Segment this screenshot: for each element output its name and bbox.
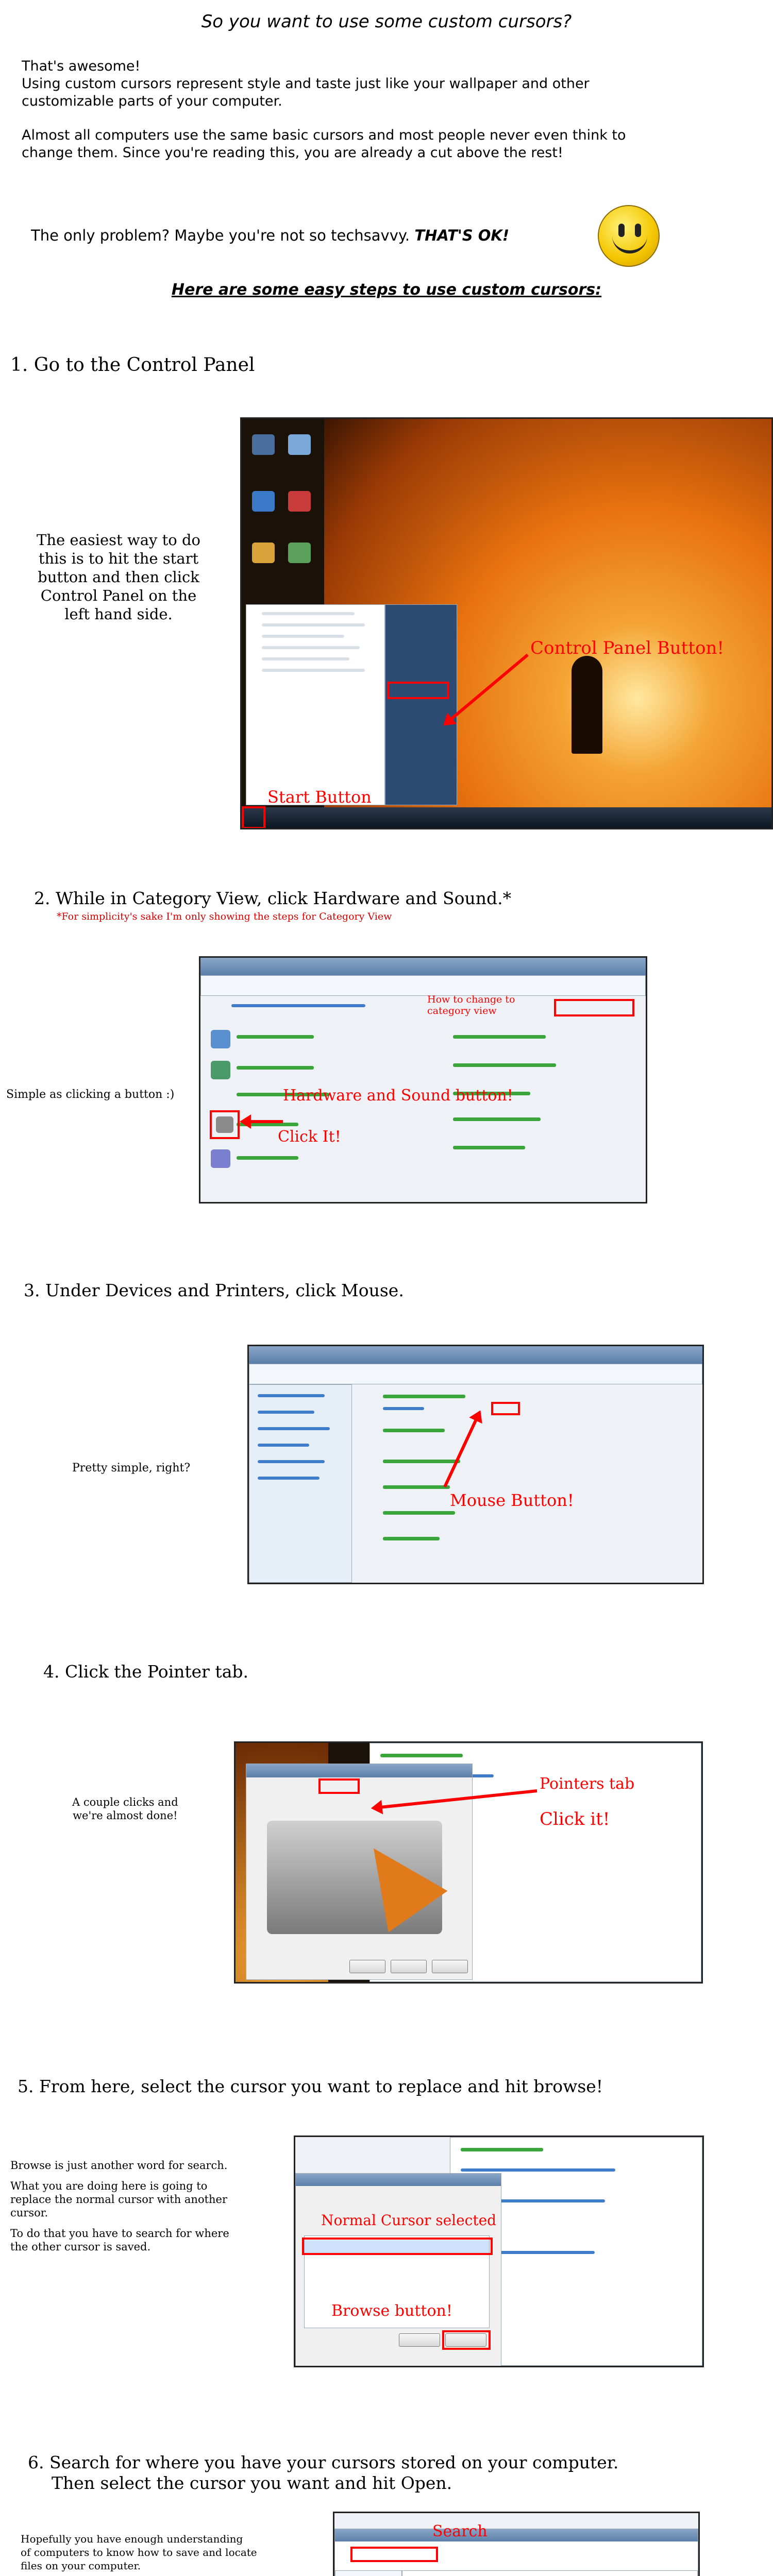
- callout-click-it: Click It!: [278, 1128, 341, 1146]
- address-bar: [249, 1364, 702, 1384]
- file-list[interactable]: [402, 2570, 698, 2576]
- window-titlebar: [200, 958, 646, 975]
- start-menu-right: [385, 604, 457, 805]
- screenshot-browse: [294, 2136, 704, 2367]
- callout-search: Search: [432, 2522, 488, 2540]
- step-side-text: Browse is just another word for search. What you are doing here is going to replace the normal cursor with another cursor. To do that you have to search for where the other cursor is saved.: [10, 2159, 229, 2253]
- taskbar: [242, 807, 771, 828]
- intro-line: That's awesome!: [22, 58, 141, 74]
- steps-heading: Here are some easy steps to use custom cursors:: [171, 281, 602, 299]
- search-box-highlight[interactable]: [350, 2547, 438, 2562]
- network-icon[interactable]: [211, 1061, 230, 1079]
- system-security-icon[interactable]: [211, 1030, 230, 1048]
- desktop-icon[interactable]: [288, 543, 311, 563]
- step-heading: 4. Click the Pointer tab.: [43, 1662, 248, 1682]
- control-panel-highlight: [387, 682, 449, 699]
- intro-line: Using custom cursors represent style and taste just like your wallpaper and other: [22, 76, 590, 92]
- problem-question: The only problem? Maybe you're not so techsavvy.: [31, 227, 415, 244]
- step-heading: 6. Search for where you have your cursors stored on your computer.: [28, 2452, 619, 2472]
- intro-line: customizable parts of your computer.: [22, 93, 282, 109]
- hardware-sound-icon[interactable]: [216, 1116, 233, 1133]
- open-dialog: [334, 2529, 698, 2576]
- use-default-button[interactable]: [399, 2333, 440, 2347]
- callout-browse: Browse button!: [331, 2302, 452, 2320]
- address-bar: [200, 975, 646, 996]
- recycle-bin-icon[interactable]: [288, 434, 311, 455]
- problem-emphasis: THAT'S OK!: [414, 227, 510, 244]
- step-side-text: The easiest way to do this is to hit the start button and then click Control Panel on the left hand side.: [37, 531, 200, 623]
- callout-hardware-sound: Hardware and Sound button!: [283, 1087, 513, 1105]
- dialog-titlebar: [246, 1764, 472, 1777]
- mouse-properties-dialog: [246, 1764, 473, 1980]
- desktop-icon[interactable]: [252, 491, 275, 512]
- pointers-tab-highlight[interactable]: [318, 1778, 360, 1794]
- step-side-text: Hopefully you have enough understanding of computers to know how to save and locate files on your computer.: [21, 2533, 257, 2572]
- browse-highlight: [442, 2330, 491, 2350]
- callout-category-view: How to change to category view: [427, 994, 515, 1016]
- step-heading: 2. While in Category View, click Hardware and Sound.*: [34, 888, 512, 908]
- cancel-button[interactable]: [391, 1960, 427, 1973]
- screenshot-control-panel: [199, 956, 647, 1204]
- folder-pane: [335, 2570, 402, 2576]
- step-heading: 3. Under Devices and Printers, click Mouse.: [24, 1280, 404, 1300]
- category-view-highlight[interactable]: [554, 999, 634, 1016]
- desktop-icon[interactable]: [252, 543, 275, 563]
- screenshot-hardware-sound: [247, 1345, 704, 1584]
- callout-arrow: [443, 1412, 481, 1488]
- problem-text: [31, 227, 509, 244]
- window-titlebar: [249, 1346, 702, 1364]
- ok-button[interactable]: [349, 1960, 385, 1973]
- silhouette: [572, 656, 602, 754]
- programs-icon[interactable]: [211, 1149, 230, 1168]
- screenshot-desktop: [240, 417, 773, 829]
- computer-icon[interactable]: [252, 434, 275, 455]
- step-note: *For simplicity's sake I'm only showing the steps for Category View: [57, 911, 392, 922]
- callout-pointers-tab: Pointers tab: [540, 1775, 635, 1793]
- step-heading-2: Then select the cursor you want and hit Open.: [52, 2473, 452, 2493]
- callout-control-panel: Control Panel Button!: [530, 638, 725, 658]
- step-heading: 1. Go to the Control Panel: [10, 354, 255, 376]
- callout-normal-cursor: Normal Cursor selected: [321, 2212, 497, 2229]
- smiley-icon: [598, 205, 660, 267]
- page-title: So you want to use some custom cursors?: [201, 11, 572, 32]
- step-side-text: Pretty simple, right?: [72, 1462, 191, 1475]
- intro-line: Almost all computers use the same basic cursors and most people never even think to: [22, 127, 626, 143]
- dialog-titlebar: [296, 2174, 501, 2186]
- callout-arrow: [242, 1120, 283, 1123]
- start-button-highlight: [242, 806, 265, 829]
- desktop-icon[interactable]: [288, 491, 311, 512]
- step-heading: 5. From here, select the cursor you want to replace and hit browse!: [18, 2076, 603, 2096]
- left-nav: [249, 1384, 352, 1583]
- dialog-titlebar: [335, 2529, 698, 2541]
- screenshot-open-dialog: [333, 2512, 700, 2576]
- mouse-link-highlight[interactable]: [491, 1402, 520, 1415]
- start-menu-left: [246, 604, 385, 805]
- screenshot-pointer-tab: [234, 1741, 703, 1984]
- callout-start-button: Start Button: [267, 787, 372, 807]
- hardware-sound-highlight[interactable]: [210, 1110, 240, 1139]
- mouse-properties-dialog: [295, 2173, 501, 2367]
- step-side-text: A couple clicks and we're almost done!: [72, 1796, 178, 1822]
- normal-cursor-highlight: [302, 2238, 493, 2255]
- step-side-text: Simple as clicking a button :): [6, 1088, 175, 1101]
- callout-click-it: Click it!: [540, 1809, 610, 1829]
- callout-mouse: Mouse Button!: [450, 1490, 574, 1510]
- apply-button[interactable]: [432, 1960, 468, 1973]
- intro-line: change them. Since you're reading this, you are already a cut above the rest!: [22, 145, 563, 161]
